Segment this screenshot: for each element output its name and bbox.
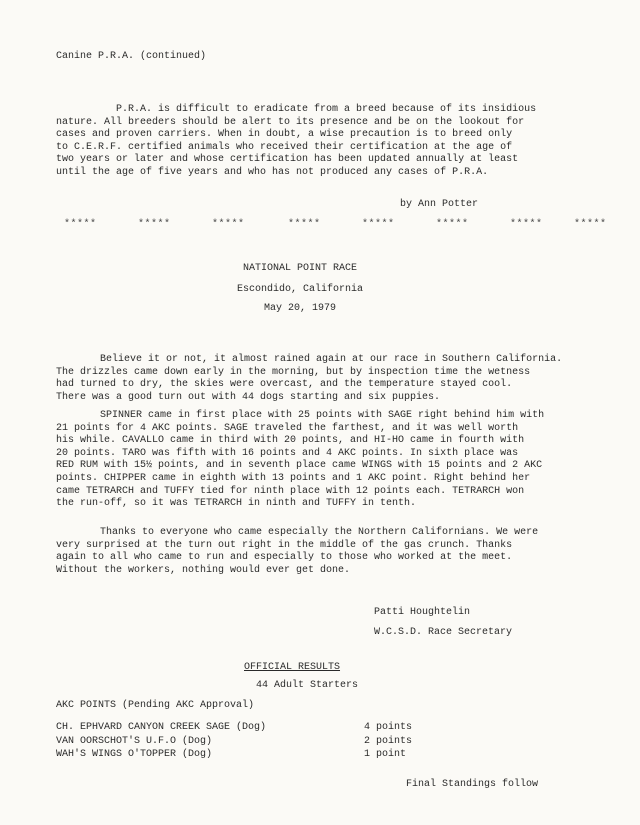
separator: ***** — [574, 219, 607, 230]
text-line: P.R.A. is difficult to eradicate from a breed because of its insidious — [116, 104, 537, 115]
separator: ***** — [212, 219, 245, 230]
signature-name: Patti Houghtelin — [374, 607, 471, 618]
text-line: the run-off, so it was TETRARCH in ninth and TUFFY in tenth. — [56, 498, 417, 510]
separator: ***** — [64, 219, 97, 230]
separator: ***** — [138, 219, 171, 230]
results-heading: OFFICIAL RESULTS — [244, 662, 341, 673]
paragraph-2 — [56, 410, 586, 511]
footer-note: Final Standings follow — [406, 779, 539, 790]
results-starters: 44 Adult Starters — [256, 680, 359, 691]
separator: ***** — [510, 219, 543, 230]
text-line: two years or later and whose certification has been updated annually at least — [56, 154, 519, 166]
result-dog-name: CH. EPHVARD CANYON CREEK SAGE (Dog) — [56, 722, 267, 733]
text-line: nature. All breeders should be alert to its presence and be on the lookout for — [56, 116, 525, 128]
text-line: to C.E.R.F. certified animals who received their certification at the age of — [56, 141, 513, 153]
result-dog-name: VAN OORSCHOT'S U.F.O (Dog) — [56, 736, 213, 747]
text-line: 20 points. TARO was fifth with 16 points and 4 AKC points. In sixth place was — [56, 447, 519, 459]
page-header: Canine P.R.A. (continued) — [56, 51, 207, 62]
text-line: SPINNER came in first place with 25 points with SAGE right behind him with — [100, 410, 545, 421]
result-points: 4 points — [364, 722, 413, 733]
race-date: May 20, 1979 — [263, 303, 336, 314]
result-points: 1 point — [364, 749, 407, 760]
text-line: very surprised at the turn out right in the middle of the gas crunch. Thanks — [56, 539, 513, 551]
pra-paragraph — [56, 104, 586, 180]
text-line: until the age of five years and who has not produced any cases of P.R.A. — [56, 166, 489, 178]
text-line: came TETRARCH and TUFFY tied for ninth place with 12 points each. TETRARCH won — [56, 485, 525, 497]
separator: ***** — [288, 219, 321, 230]
result-dog-name: WAH'S WINGS O'TOPPER (Dog) — [56, 749, 213, 760]
signature-role: W.C.S.D. Race Secretary — [374, 627, 513, 638]
text-line: again to all who came to run and especially to those who worked at the meet. — [56, 552, 513, 564]
paragraph-1 — [56, 354, 586, 404]
text-line: RED RUM with 15½ points, and in seventh place came WINGS with 15 points and 2 AKC — [56, 460, 543, 472]
byline: by Ann Potter — [400, 199, 479, 210]
akc-points-heading: AKC POINTS (Pending AKC Approval) — [56, 700, 255, 711]
paragraph-3 — [56, 527, 586, 577]
text-line: Believe it or not, it almost rained again at our race in Southern California. — [100, 354, 563, 365]
separator: ***** — [436, 219, 469, 230]
race-location: Escondido, California — [236, 284, 364, 295]
text-line: cases and proven carriers. When in doubt, a wise precaution is to breed only — [56, 129, 513, 141]
text-line: The drizzles came down early in the morning, but by inspection time the wetness — [56, 366, 531, 378]
result-points: 2 points — [364, 736, 413, 747]
text-line: Thanks to everyone who came especially the Northern Californians. We were — [100, 527, 539, 538]
separator: ***** — [362, 219, 395, 230]
text-line: had turned to dry, the skies were overcast, and the temperature stayed cool. — [56, 379, 513, 391]
text-line: There was a good turn out with 44 dogs starting and six puppies. — [56, 391, 441, 403]
race-title: NATIONAL POINT RACE — [242, 263, 358, 274]
text-line: points. CHIPPER came in eighth with 13 points and 1 AKC point. Right behind her — [56, 472, 531, 484]
text-line: his while. CAVALLO came in third with 20 points, and HI-HO came in fourth with — [56, 435, 525, 447]
text-line: Without the workers, nothing would ever get done. — [56, 564, 351, 576]
text-line: 21 points for 4 AKC points. SAGE traveled the farthest, and it was well worth — [56, 422, 519, 434]
